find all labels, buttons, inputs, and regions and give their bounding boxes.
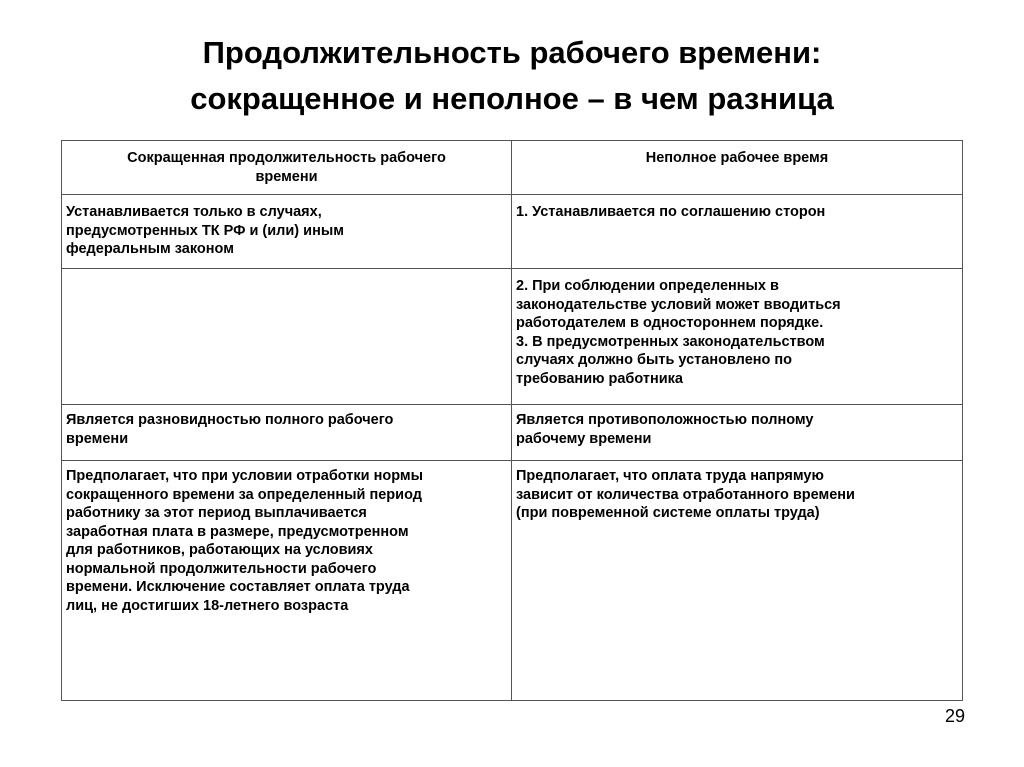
row-4-reduced-cell xyxy=(62,461,512,701)
header-reduced-line: времени xyxy=(255,168,318,185)
table-row xyxy=(62,269,963,405)
table-header-row xyxy=(62,141,963,195)
cell-line: Является разновидностью полного рабочего xyxy=(66,412,394,428)
cell-line: 3. В предусмотренных законодательством xyxy=(516,333,825,350)
cell-line: Предполагает, что оплата труда напрямую xyxy=(516,468,824,484)
cell-line: предусмотренных ТК РФ и (или) иным xyxy=(66,222,344,239)
cell-line: работнику за этот период выплачивается xyxy=(66,505,367,521)
cell-line: заработная плата в размере, предусмотренном xyxy=(66,523,409,540)
cell-line: времени. Исключение составляет оплата труда xyxy=(66,579,410,595)
row-2-reduced-cell xyxy=(62,269,512,405)
cell-line: законодательстве условий может вводиться xyxy=(516,296,841,313)
cell-line: рабочему времени xyxy=(516,430,652,447)
row-2-partial-cell xyxy=(512,269,963,405)
row-3-reduced-cell xyxy=(62,405,512,461)
slide-title xyxy=(0,30,1024,122)
table-row xyxy=(62,461,963,701)
cell-line: случаях должно быть установлено по xyxy=(516,352,793,368)
cell-line: 1. Устанавливается по соглашению сторон xyxy=(516,204,826,220)
slide-title-line-2: сокращенное и неполное – в чем разница xyxy=(190,81,834,116)
header-reduced-line: Сокращенная продолжительность рабочего xyxy=(127,150,446,166)
row-1-partial-cell xyxy=(512,195,963,269)
cell-line: Является противоположностью полному xyxy=(516,412,814,428)
cell-line: для работников, работающих на условиях xyxy=(66,542,373,558)
cell-line: Устанавливается только в случаях, xyxy=(66,204,322,220)
cell-line: работодателем в одностороннем порядке. xyxy=(516,315,824,331)
cell-line: сокращенного времени за определенный период xyxy=(66,486,422,503)
row-3-partial-cell xyxy=(512,405,963,461)
slide-title-line-1: Продолжительность рабочего времени: xyxy=(202,35,822,70)
comparison-table xyxy=(61,140,963,701)
cell-line: зависит от количества отработанного времени xyxy=(516,486,855,503)
header-reduced-time xyxy=(62,141,512,195)
header-partial-time xyxy=(512,141,963,195)
cell-line: федеральным законом xyxy=(66,241,234,257)
cell-line: (при повременной системе оплаты труда) xyxy=(516,505,820,521)
cell-line: 2. При соблюдении определенных в xyxy=(516,278,779,294)
cell-line: требованию работника xyxy=(516,370,683,387)
table-row xyxy=(62,405,963,461)
page-number: 29 xyxy=(944,706,966,726)
table-row xyxy=(62,195,963,269)
cell-line: лиц, не достигших 18-летнего возраста xyxy=(66,597,349,614)
cell-line: Предполагает, что при условии отработки нормы xyxy=(66,468,423,484)
cell-line: нормальной продолжительности рабочего xyxy=(66,560,377,577)
cell-line: времени xyxy=(66,430,129,447)
header-partial-line: Неполное рабочее время xyxy=(645,150,829,166)
row-4-partial-cell xyxy=(512,461,963,701)
row-1-reduced-cell xyxy=(62,195,512,269)
